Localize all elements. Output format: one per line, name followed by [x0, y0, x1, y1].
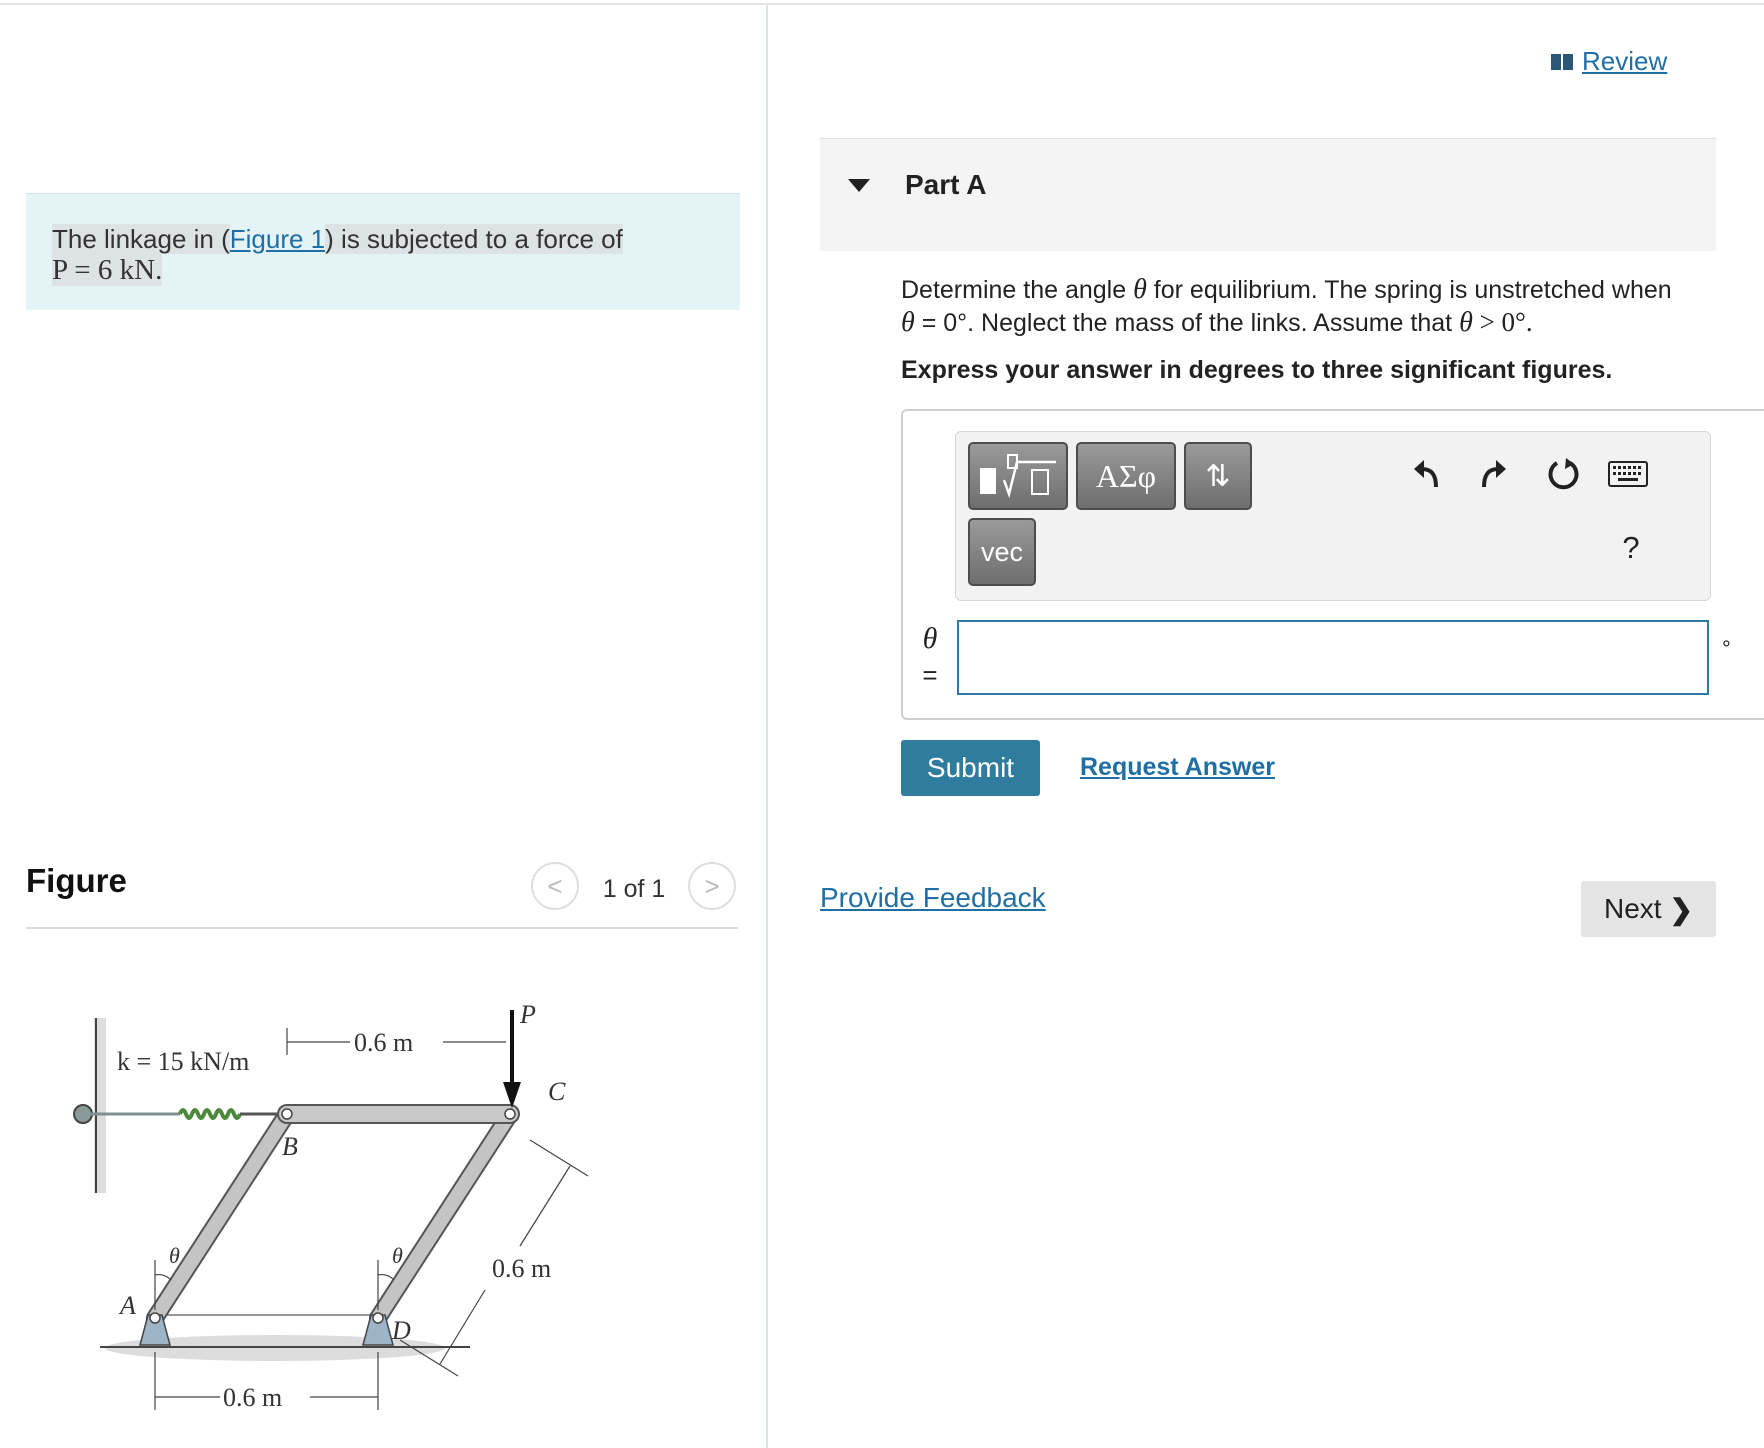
link-dimension-label: 0.6 m: [492, 1254, 552, 1283]
keyboard-icon[interactable]: [1606, 456, 1650, 492]
arrows-button[interactable]: ⇅: [1184, 442, 1252, 510]
question-part-1: Determine the angle: [901, 276, 1134, 304]
point-d-label: D: [392, 1316, 411, 1345]
question-part-2: for equilibrium. The spring is unstretched when: [1146, 276, 1672, 304]
angle-arc-left: [155, 1275, 171, 1280]
figure-title: Figure: [26, 862, 127, 899]
provide-feedback-link[interactable]: Provide Feedback: [820, 882, 1046, 913]
point-a-label: A: [120, 1291, 136, 1320]
intro-text-after: ) is subjected to a force of: [325, 224, 623, 254]
book-icon: [1550, 52, 1574, 72]
column-divider: [766, 5, 768, 1448]
link-dim-line-top: [520, 1166, 570, 1246]
bottom-dimension-label: 0.6 m: [223, 1383, 283, 1412]
linkage-diagram: [60, 990, 680, 1440]
math-toolbar: [955, 431, 1711, 601]
angle-theta-right: θ: [392, 1243, 403, 1268]
answer-equals: =: [922, 660, 938, 690]
question-theta-1: θ: [1133, 274, 1147, 305]
answer-variable: θ: [922, 622, 938, 655]
force-expression: P = 6 kN.: [52, 254, 163, 286]
question-part-4: > 0°.: [1472, 307, 1533, 337]
spring-constant-label: k = 15 kN/m: [117, 1047, 250, 1076]
angle-theta-left: θ: [169, 1243, 180, 1268]
link-dim-line-bottom: [440, 1290, 485, 1364]
collapse-caret-icon[interactable]: [848, 179, 870, 192]
request-answer-link[interactable]: Request Answer: [1080, 753, 1275, 781]
redo-icon[interactable]: [1474, 454, 1514, 494]
spring-coil: [180, 1110, 240, 1118]
greek-symbols-button[interactable]: ΑΣφ: [1076, 442, 1176, 510]
link-ab: [155, 1114, 287, 1318]
figure-1-link[interactable]: Figure 1: [229, 224, 326, 254]
figure-prev-button[interactable]: <: [531, 862, 579, 910]
figure-rule: [26, 927, 738, 929]
figure-next-button[interactable]: >: [688, 862, 736, 910]
templates-icon: [976, 450, 1060, 502]
link-dim-ext-top: [530, 1140, 588, 1176]
next-button[interactable]: [1581, 881, 1716, 937]
pin-a: [150, 1313, 160, 1323]
point-b-label: B: [282, 1132, 298, 1161]
reset-icon[interactable]: [1544, 454, 1584, 494]
templates-button[interactable]: [968, 442, 1068, 510]
help-button[interactable]: ?: [1622, 530, 1640, 565]
top-rule: [0, 3, 1764, 5]
question-theta-3: θ: [1459, 307, 1473, 338]
review-link[interactable]: [1550, 46, 1667, 77]
undo-icon[interactable]: [1406, 454, 1446, 494]
submit-button[interactable]: Submit: [901, 740, 1040, 796]
next-label: Next: [1603, 893, 1662, 924]
review-label: Review: [1582, 46, 1668, 76]
wall-pin: [74, 1105, 92, 1123]
question-theta-2: θ: [901, 307, 915, 338]
answer-input[interactable]: [957, 620, 1709, 695]
question-part-3: = 0°. Neglect the mass of the links. Assume that: [914, 309, 1460, 337]
vector-button[interactable]: vec: [968, 518, 1036, 586]
force-p-label: P: [520, 1000, 536, 1029]
pin-d: [373, 1313, 383, 1323]
pin-c: [505, 1109, 515, 1119]
chevron-right-icon: ❯: [1669, 893, 1694, 925]
pin-b: [282, 1109, 292, 1119]
link-dc: [378, 1114, 510, 1318]
angle-arc-right: [378, 1275, 394, 1280]
question-text: [901, 274, 1731, 339]
answer-unit: °: [1722, 636, 1731, 661]
answer-instruction: Express your answer in degrees to three significant figures.: [901, 356, 1613, 384]
intro-text-before: The linkage in (: [52, 224, 230, 254]
figure-pager-count: 1 of 1: [602, 875, 666, 903]
top-dimension-label: 0.6 m: [354, 1028, 414, 1057]
part-a-header[interactable]: [820, 138, 1716, 251]
point-c-label: C: [548, 1077, 566, 1106]
part-title: Part A: [905, 169, 987, 200]
problem-intro: [26, 193, 740, 310]
